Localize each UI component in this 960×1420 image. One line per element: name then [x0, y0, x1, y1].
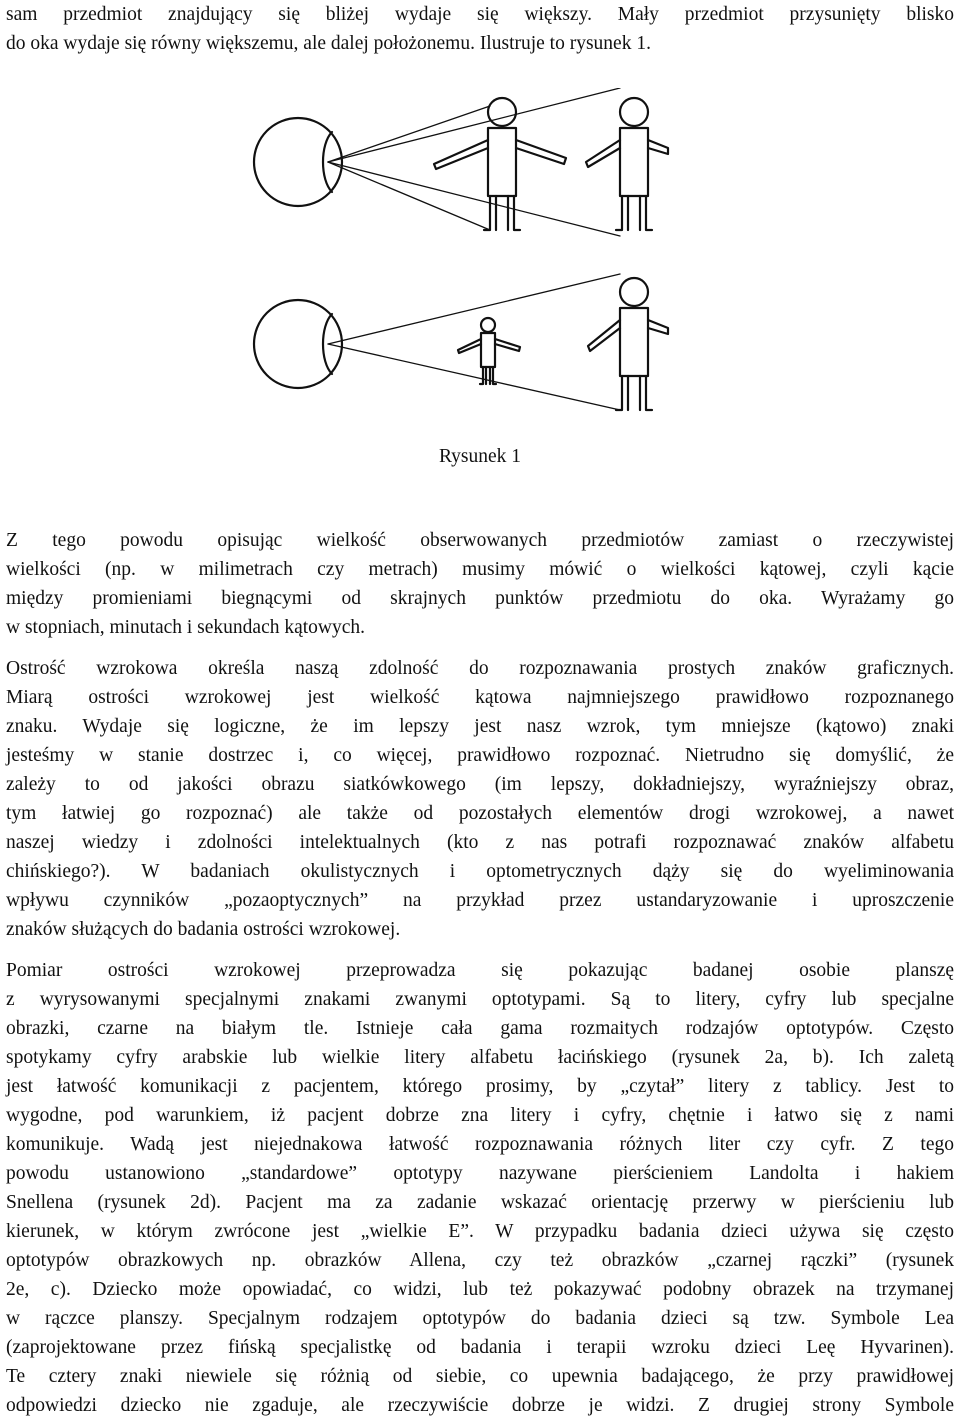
text-line: spotykamy cyfry arabskie lub wielkie litery alfabetu łacińskiego (rysunek 2a, b). Ich zaletą [6, 1047, 954, 1068]
text-line: (zaprojektowane przez fińską specjalistkę od badania i terapii wzroku dzieci Leę Hyvarinen). [6, 1337, 954, 1358]
text-line: Ostrość wzrokowa określa naszą zdolność do rozpoznawania prostych znaków graficznych. [6, 658, 954, 679]
text-line: jesteśmy w stanie dostrzec i, co więcej, prawidłowo rozpoznać. Nietrudno się domyślić, że [6, 745, 954, 766]
figure-illustration [240, 88, 670, 418]
text-line: optotypów obrazkowych np. obrazków Allena, czy też obrazków „czarnej rączki” (rysunek [6, 1250, 954, 1271]
text-line: wpływu czynników „pozaoptycznych” na przykład przez ustandaryzowanie i uproszczenie [6, 890, 954, 911]
text-line: wielkości (np. w milimetrach czy metrach) musimy mówić o wielkości kątowej, czyli kącie [6, 559, 954, 580]
text-line: Miarą ostrości wzrokowej jest wielkość kątowa najmniejszego prawidłowo rozpoznanego [6, 687, 954, 708]
text-line: Snellena (rysunek 2d). Pacjent ma za zadanie wskazać orientację przerwy w pierścieniu lub [6, 1192, 954, 1213]
text-line: wygodne, pod warunkiem, iż pacjent dobrze zna litery i cyfry, chętnie i łatwo się z nami [6, 1105, 954, 1126]
text-line: sam przedmiot znajdujący się bliżej wydaje się większy. Mały przedmiot przysunięty blisko [6, 4, 954, 25]
person-figure-small-near [458, 318, 520, 384]
text-line: naszej wiedzy i zdolności intelektualnych (kto z nas potrafi rozpoznawać znaków alfabetu [6, 832, 954, 853]
text-line: obrazki, czarne na białym tle. Istnieje cała gama rozmaitych rodzajów optotypów. Często [6, 1018, 954, 1039]
text-line: chińskiego?). W badaniach okulistycznych i optometrycznych dąży się do wyeliminowania [6, 861, 954, 882]
text-line: Te cztery znaki niewiele się różnią od siebie, co upewnia badającego, że przy prawidłowej [6, 1366, 954, 1387]
text-line: w rączce planszy. Specjalnym rodzajem optotypów do badania dzieci są tzw. Symbole Lea [6, 1308, 954, 1329]
paragraph-1 [6, 526, 954, 642]
text-line: znaku. Wydaje się logiczne, że im lepszy jest nasz wzrok, tym mniejsze (kątowo) znaki [6, 716, 954, 737]
text-line: powodu ustanowiono „standardowe” optotypy nazywane pierścieniem Landolta i hakiem [6, 1163, 954, 1184]
text-line: do oka wydaje się równy większemu, ale dalej położonemu. Ilustruje to rysunek 1. [6, 33, 651, 54]
text-line: Pomiar ostrości wzrokowej przeprowadza się pokazując badanej osobie planszę [6, 960, 954, 981]
text-line: 2e, c). Dziecko może opowiadać, co widzi, lub też pokazywać podobny obrazek na trzymanej [6, 1279, 954, 1300]
text-line: jest łatwość komunikacji z pacjentem, którego prosimy, by „czytał” litery z tablicy. Jest to [6, 1076, 954, 1097]
text-line: odpowiedzi dziecko nie zgaduje, ale rzeczywiście dobrze je widzi. Z drugiej strony Symbole [6, 1395, 954, 1416]
text-line: komunikuje. Wadą jest niejednakowa łatwość rozpoznawania różnych liter czy cyfr. Z tego [6, 1134, 954, 1155]
text-line: tym łatwiej go rozpoznać) ale także od pozostałych elementów drogi wzrokowej, a nawet [6, 803, 954, 824]
text-line: kierunek, w którym zwrócone jest „wielkie E”. W przypadku badania dzieci używa się często [6, 1221, 954, 1242]
text-line: między promieniami biegnącymi od skrajnych punktów przedmiotu do oka. Wyrażamy go [6, 588, 954, 609]
paragraph-3 [6, 956, 954, 1420]
text-line: znaków służących do badania ostrości wzrokowej. [6, 919, 401, 940]
figure-caption: Rysunek 1 [438, 446, 522, 467]
text-line: z wyrysowanymi specjalnymi znakami zwanymi optotypami. Są to litery, cyfry lub specjalne [6, 989, 954, 1010]
text-line: Z tego powodu opisując wielkość obserwowanych przedmiotów zamiast o rzeczywistej [6, 530, 954, 551]
person-figure-far [586, 98, 668, 230]
intro-text [6, 0, 954, 58]
person-figure-large-far [588, 278, 668, 410]
text-line: zależy to od jakości obrazu siatkówkowego (im lepszy, dokładniejszy, wyraźniejszy obraz, [6, 774, 954, 795]
text-line: w stopniach, minutach i sekundach kątowych. [6, 617, 366, 638]
paragraph-2 [6, 654, 954, 944]
eye-and-figures-drawing [240, 88, 670, 418]
